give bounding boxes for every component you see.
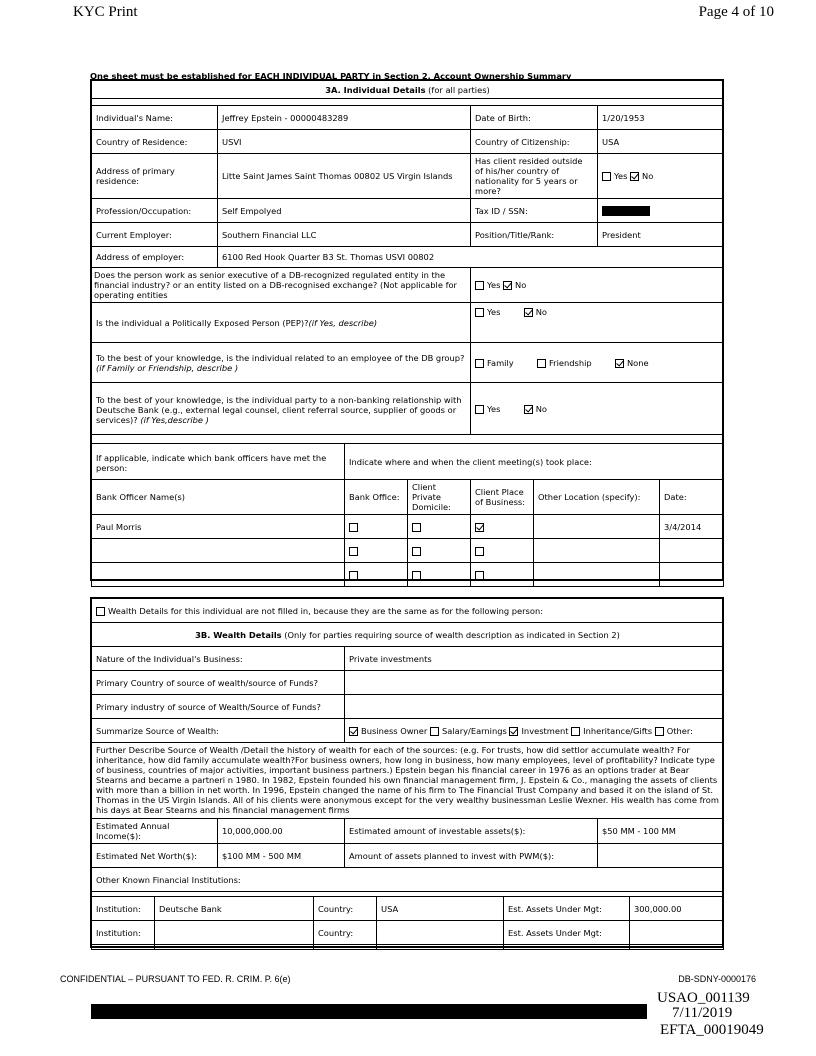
table-row [92,539,724,563]
col-place-of-business: Client Place of Business: [471,480,534,515]
related-question: To the best of your knowledge, is the individual related to an employee of the DB group?(if Family or Friendship, describe ) [92,343,471,383]
investable-label: Estimated amount of investable assets($): [345,819,598,844]
meeting-question: Indicate where and when the client meeting(s) took place: [345,444,724,480]
meeting-table [91,443,724,587]
taxid-value [598,199,724,223]
taxid-label: Tax ID / SSN: [471,199,598,223]
officers-question: If applicable, indicate which bank officers have met the person: [92,444,345,480]
address-label: Address of primary residence: [92,154,218,199]
citizenship-label: Country of Citizenship: [471,130,598,154]
residence-label: Country of Residence: [92,130,218,154]
pwm-label: Amount of assets planned to invest with PWM($): [345,844,598,868]
inheritance-checkbox[interactable] [571,727,580,736]
domicile-checkbox[interactable] [412,571,421,580]
col-other-location: Other Location (specify): [534,480,660,515]
stamp-date: 7/11/2019 [672,1005,733,1021]
nonbanking-question: To the best of your knowledge, is the individual party to a non-banking relationship with Deutsche Bank (e.g., external legal counsel, client referral source, supplier of goods or services)? (if Yes,describe ) [92,383,471,435]
name-label: Individual's Name: [92,106,218,130]
institution-name: Deutsche Bank [155,897,314,921]
address-value: Litte Saint James Saint Thomas 00802 US Virgin Islands [218,154,471,199]
position-value: President [598,223,724,247]
business-checkbox[interactable] [475,547,484,556]
same-as-row: Wealth Details for this individual are not filled in, because they are the same as for the following person: [92,599,724,623]
same-as-checkbox[interactable] [96,607,105,616]
senior-exec-options: Yes No [471,268,724,303]
employer-address-label: Address of employer: [92,247,218,268]
senior-exec-no-checkbox[interactable] [503,281,512,290]
employer-label: Current Employer: [92,223,218,247]
print-header-title: KYC Print [73,4,138,20]
pwm-value [598,844,724,868]
institution-label: Institution: [92,897,155,921]
nonbanking-options: Yes No [471,383,724,435]
citizenship-value: USA [598,130,724,154]
country-label: Country: [314,921,377,945]
section-3b-title: 3B. Wealth Details (Only for parties requiring source of wealth description as indicated in Section 2) [92,623,724,647]
business-checkbox[interactable] [475,523,484,532]
col-private-domicile: Client Private Domicile: [408,480,471,515]
related-options: Family Friendship None [471,343,724,383]
salary-checkbox[interactable] [430,727,439,736]
related-family-checkbox[interactable] [475,359,484,368]
redaction-bar [602,206,650,216]
senior-exec-yes-checkbox[interactable] [475,281,484,290]
related-friendship-checkbox[interactable] [537,359,546,368]
dob-value: 1/20/1953 [598,106,724,130]
usao-stamp: USAO_001139 [657,990,750,1006]
dob-label: Date of Birth: [471,106,598,130]
pep-no-checkbox[interactable] [524,308,533,317]
summarize-options: Business Owner Salary/Earnings Investment Inheritance/Gifts Other: [345,719,724,743]
institution-assets: 300,000.00 [630,897,724,921]
name-value: Jeffrey Epstein - 00000483289 [218,106,471,130]
resided-yes-checkbox[interactable] [602,172,611,181]
redaction-bar [91,1004,647,1019]
business-checkbox[interactable] [475,571,484,580]
institutions-table [91,896,724,950]
country-source-value [345,671,724,695]
resided-outside-options: Yes No [598,154,724,199]
nature-label: Nature of the Individual's Business: [92,647,345,671]
investable-value: $50 MM - 100 MM [598,819,724,844]
table-row [92,897,724,921]
country-source-label: Primary Country of source of wealth/source of Funds? [92,671,345,695]
office-checkbox[interactable] [349,571,358,580]
residence-value: USVI [218,130,471,154]
nonbanking-yes-checkbox[interactable] [475,405,484,414]
efta-stamp: EFTA_00019049 [660,1022,764,1038]
office-checkbox[interactable] [349,547,358,556]
institution-label: Institution: [92,921,155,945]
other-institutions-label: Other Known Financial Institutions: [92,868,724,892]
pep-yes-checkbox[interactable] [475,308,484,317]
profession-label: Profession/Occupation: [92,199,218,223]
domicile-checkbox[interactable] [412,523,421,532]
nature-value: Private investments [345,647,724,671]
page-number: Page 4 of 10 [698,4,774,20]
industry-source-value [345,695,724,719]
col-bank-office: Bank Office: [345,480,408,515]
office-checkbox[interactable] [349,523,358,532]
resided-outside-label: Has client resided outside of his/her country of nationality for 5 years or more? [471,154,598,199]
pep-options: Yes No [471,303,724,343]
investment-checkbox[interactable] [509,727,518,736]
employer-value: Southern Financial LLC [218,223,471,247]
pep-question: Is the individual a Politically Exposed Person (PEP)?(if Yes, describe) [92,303,471,343]
profession-value: Self Empolyed [218,199,471,223]
country-label: Country: [314,897,377,921]
assets-label: Est. Assets Under Mgt: [504,897,630,921]
senior-exec-question: Does the person work as senior executive of a DB-recognized regulated entity in the financial industry? or an entity listed on a DB-recognised exchange? (Not applicable for operating entities [92,268,471,303]
nonbanking-no-checkbox[interactable] [524,405,533,414]
table-row [92,921,724,945]
employer-address-value: 6100 Red Hook Quarter B3 St. Thomas USVI 00802 [218,247,724,268]
officer-name: Paul Morris [92,515,345,539]
individual-details-table [91,80,724,435]
resided-no-checkbox[interactable] [630,172,639,181]
wealth-details-table [91,598,724,892]
summarize-label: Summarize Source of Wealth: [92,719,345,743]
other-checkbox[interactable] [655,727,664,736]
position-label: Position/Title/Rank: [471,223,598,247]
section-caption: One sheet must be established for EACH INDIVIDUAL PARTY in Section 2. Account Ownership Summary [90,71,572,81]
further-describe: Further Describe Source of Wealth /Detail the history of wealth for each of the sources: (e.g. For trusts, how did settlor accumulate wealth? For inheritance, how did family accumulate wealth?For business owners, how long in business, how many employees, level of profitability? Indicate type of business, countries of major activities, important business partners.) Epstein began his financial career in 1976 as an options trader at Bear Stearns and became a partneri n 1980. In 1982, Epstein founded his own financial management firm, J. Epstein & Co., managing the assets of clients with more than a billion in net worth. In 1996, Epstein changed the name of his firm to The Financial Trust Company and based it on the island of St. Thomas in the US Virgin Islands. All of his clients were anonymous except for the very wealthy businessman Leslie Wexner. His wealth has come from his days at Bear Stearns and his financial management firms [92,743,724,819]
domicile-checkbox[interactable] [412,547,421,556]
col-date: Date: [660,480,724,515]
bates-number: DB-SDNY-0000176 [678,974,756,984]
assets-label: Est. Assets Under Mgt: [504,921,630,945]
related-none-checkbox[interactable] [615,359,624,368]
section-3a-title: 3A. Individual Details (for all parties) [92,81,724,99]
networth-label: Estimated Net Worth($): [92,844,218,868]
confidential-notice: CONFIDENTIAL – PURSUANT TO FED. R. CRIM. P. 6(e) [60,974,291,984]
table-row [92,515,724,539]
col-officer-name: Bank Officer Name(s) [92,480,345,515]
industry-source-label: Primary industry of source of Wealth/Source of Funds? [92,695,345,719]
institution-country: USA [377,897,504,921]
income-label: Estimated Annual Income($): [92,819,218,844]
business-owner-checkbox[interactable] [349,727,358,736]
other-location-value [534,515,660,539]
meeting-date: 3/4/2014 [660,515,724,539]
income-value: 10,000,000.00 [218,819,345,844]
networth-value: $100 MM - 500 MM [218,844,345,868]
table-row [92,563,724,587]
